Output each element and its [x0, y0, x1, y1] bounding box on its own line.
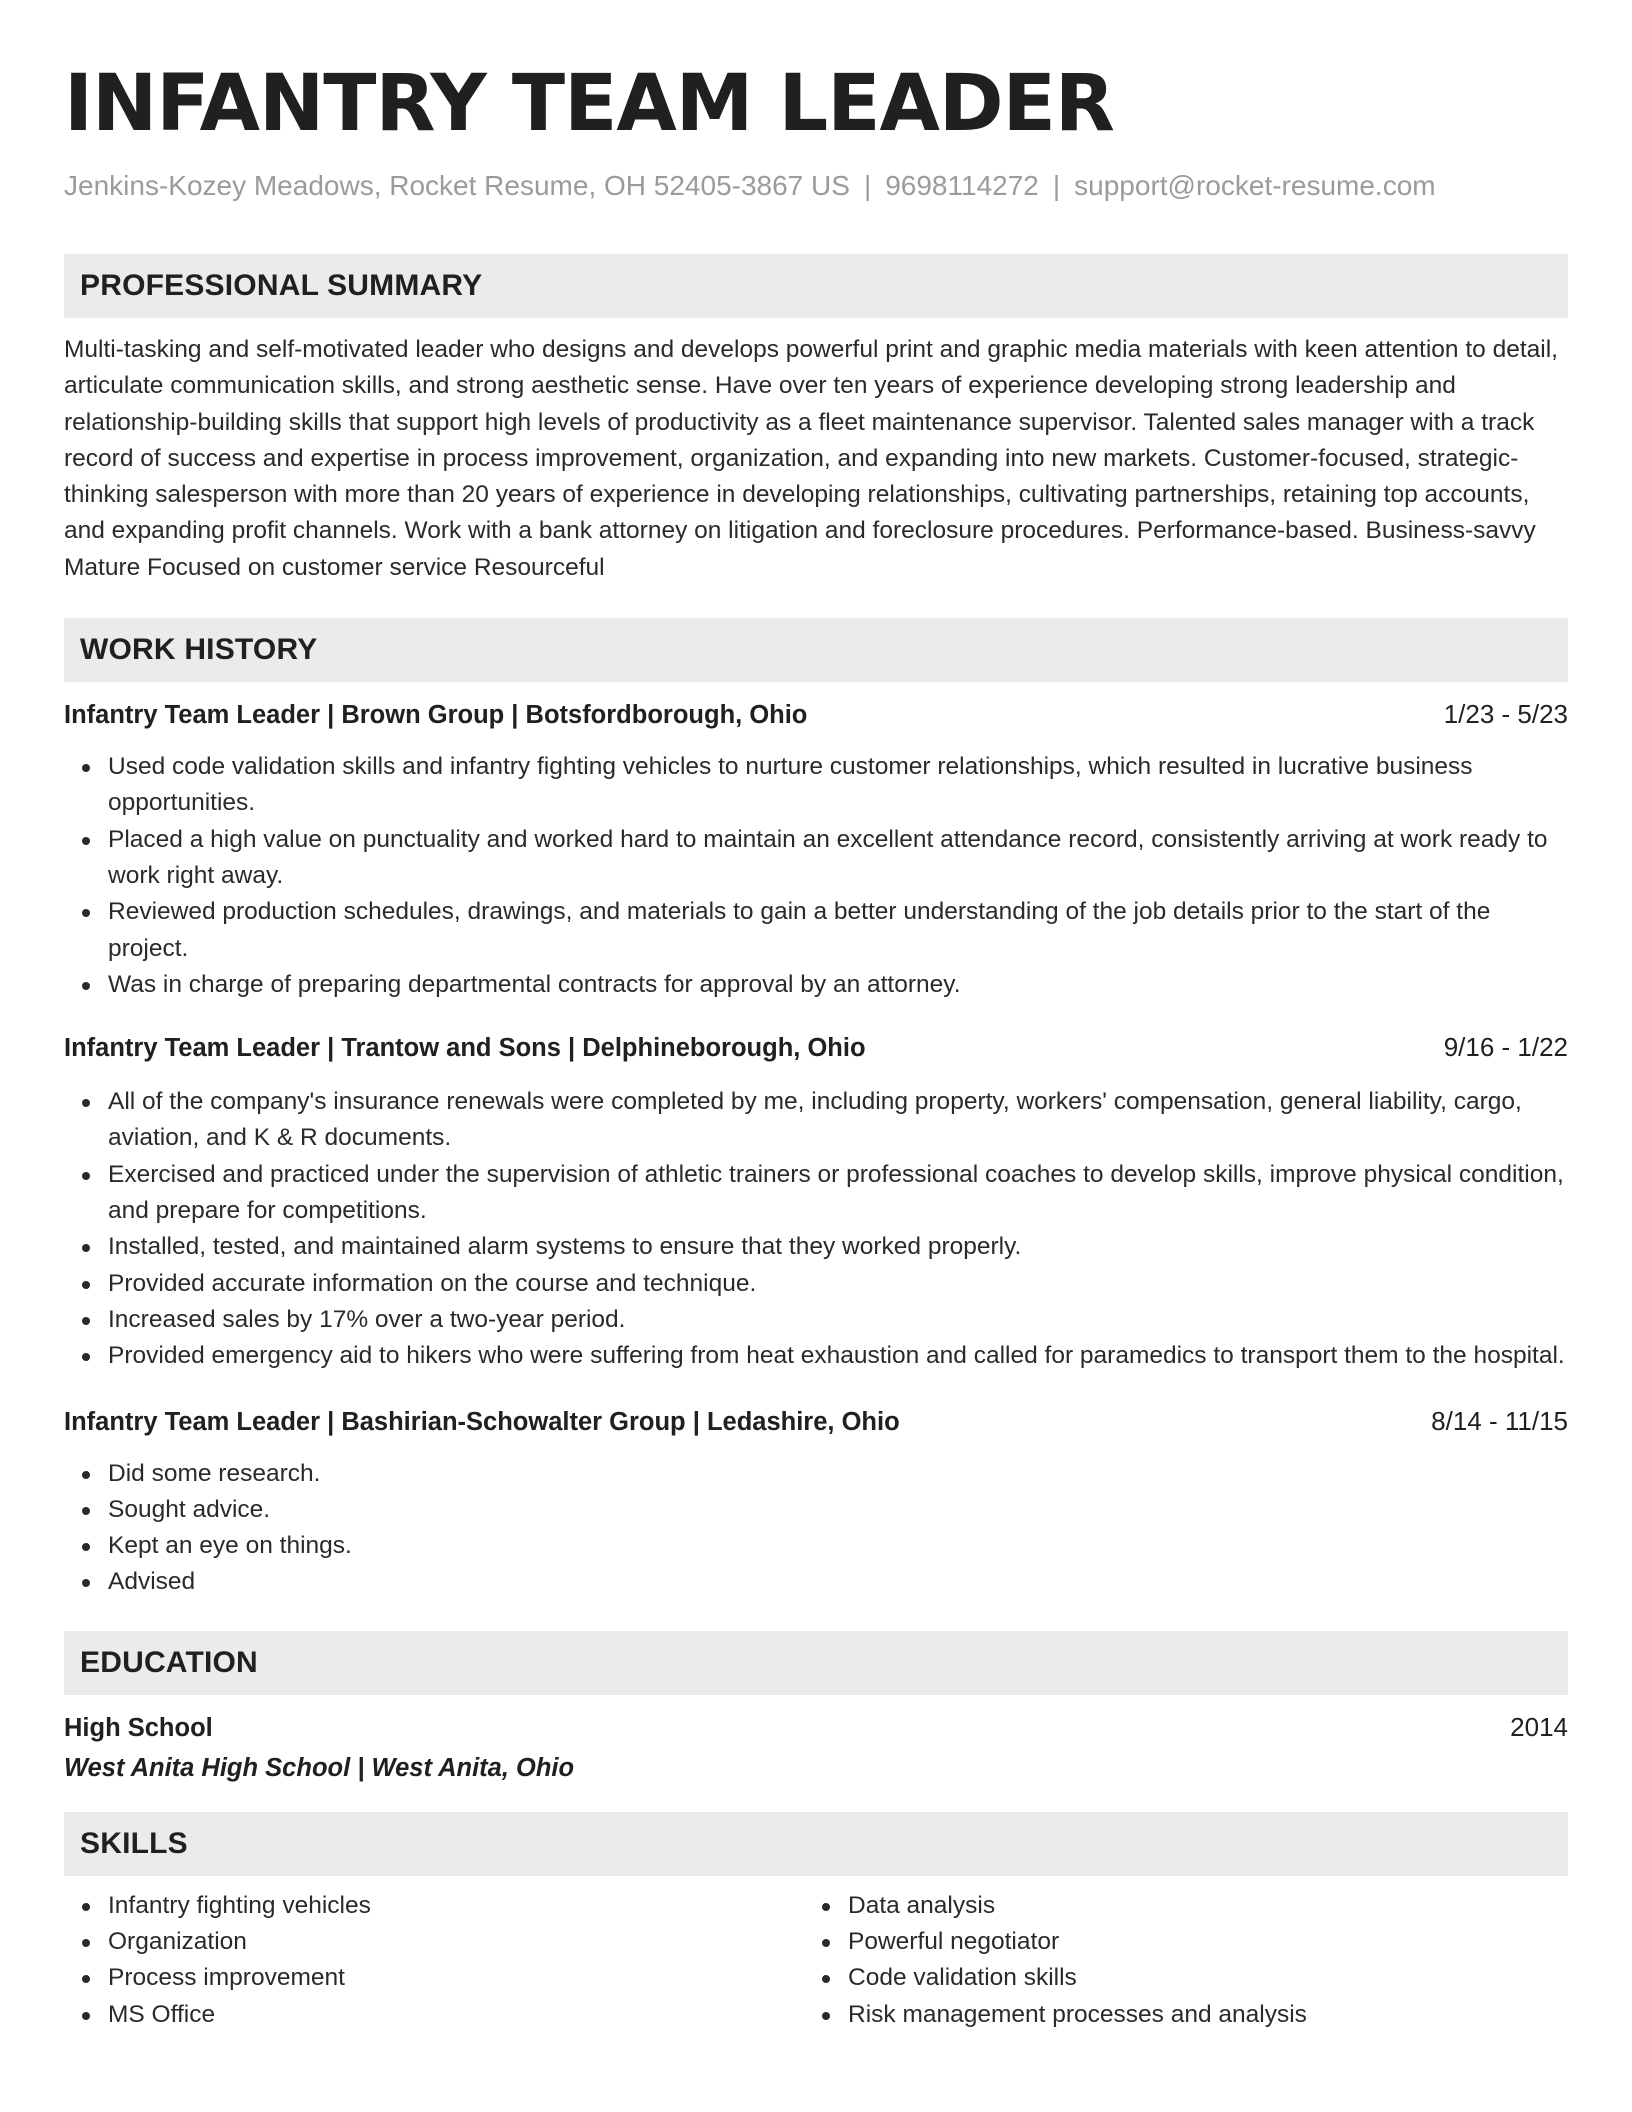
- bullet-item: Kept an eye on things.: [64, 1528, 1568, 1564]
- job-title: Infantry Team Leader | Bashirian-Schowalter Group | Ledashire, Ohio: [64, 1407, 900, 1436]
- contact-address: Jenkins-Kozey Meadows, Rocket Resume, OH 52405-3867 US: [64, 170, 850, 201]
- bullet-item: Advised: [64, 1564, 1568, 1600]
- skill-item: Risk management processes and analysis: [804, 1997, 1544, 2033]
- job-entry: [64, 696, 1568, 1003]
- skill-item: Infantry fighting vehicles: [64, 1888, 804, 1924]
- skill-item: Process improvement: [64, 1960, 804, 1996]
- job-header: [64, 1029, 1568, 1066]
- skill-item: MS Office: [64, 1997, 804, 2033]
- contact-line: [64, 166, 1568, 206]
- bullet-item: Provided emergency aid to hikers who were suffering from heat exhaustion and called for paramedics to transport them to the hospital.: [64, 1338, 1568, 1374]
- contact-email[interactable]: support@rocket-resume.com: [1074, 170, 1436, 201]
- contact-phone[interactable]: 9698114272: [885, 170, 1039, 201]
- bullet-item: Sought advice.: [64, 1492, 1568, 1528]
- contact-separator: |: [863, 170, 872, 201]
- job-bullets: [64, 1084, 1568, 1374]
- bullet-item: Used code validation skills and infantry fighting vehicles to nurture customer relationships, which resulted in lucrative business opportunities.: [64, 749, 1568, 822]
- job-bullets: [64, 1456, 1568, 1601]
- job-bullets: [64, 749, 1568, 1003]
- bullet-item: Did some research.: [64, 1456, 1568, 1492]
- section-header-work-history: WORK HISTORY: [64, 618, 1568, 682]
- section-header-skills: SKILLS: [64, 1812, 1568, 1876]
- skills-column-right: [804, 1888, 1544, 2033]
- job-title: Infantry Team Leader | Brown Group | Botsfordborough, Ohio: [64, 701, 808, 730]
- bullet-item: All of the company's insurance renewals were completed by me, including property, workers' compensation, general liability, cargo, aviation, and K & R documents.: [64, 1084, 1568, 1157]
- bullet-item: Placed a high value on punctuality and worked hard to maintain an excellent attendance record, consistently arriving at work ready to work right away.: [64, 822, 1568, 895]
- section-header-summary: PROFESSIONAL SUMMARY: [64, 254, 1568, 318]
- job-dates: 1/23 - 5/23: [1443, 699, 1568, 730]
- education-degree: High School: [64, 1713, 213, 1742]
- bullet-item: Installed, tested, and maintained alarm systems to ensure that they worked properly.: [64, 1229, 1568, 1265]
- bullet-item: Was in charge of preparing departmental contracts for approval by an attorney.: [64, 967, 1568, 1003]
- skills-list: [64, 1888, 1568, 2033]
- job-header: [64, 696, 1568, 733]
- education-entry: [64, 1709, 1568, 1786]
- education-header: [64, 1709, 1568, 1746]
- bullet-item: Increased sales by 17% over a two-year period.: [64, 1302, 1568, 1338]
- job-dates: 9/16 - 1/22: [1443, 1032, 1568, 1063]
- resume-page: [64, 0, 1568, 2033]
- job-dates: 8/14 - 11/15: [1431, 1405, 1568, 1436]
- skills-column-left: [64, 1888, 804, 2033]
- summary-text: Multi-tasking and self-motivated leader who designs and develops powerful print and graphic media materials with keen attention to detail, articulate communication skills, and strong aesthetic sense. Have over ten years of experience developing strong leadership and relationship-building skills that support high levels of productivity as a fleet maintenance supervisor. Talented sales manager with a track record of success and expertise in process improvement, organization, and expanding into new markets. Customer-focused, strategic-thinking salesperson with more than 20 years of experience in developing relationships, cultivating partnerships, retaining top accounts, and expanding profit channels. Work with a bank attorney on litigation and foreclosure procedures. Performance-based. Business-savvy Mature Focused on customer service Resourceful: [64, 336, 1558, 581]
- resume-name: INFANTRY TEAM LEADER: [64, 59, 1114, 149]
- job-header: [64, 1403, 1568, 1440]
- skill-item: Code validation skills: [804, 1960, 1544, 1996]
- job-entry: [64, 1403, 1568, 1601]
- job-title: Infantry Team Leader | Trantow and Sons | Delphineborough, Ohio: [64, 1034, 866, 1063]
- section-header-education: EDUCATION: [64, 1631, 1568, 1695]
- contact-separator: |: [1052, 170, 1061, 201]
- skill-item: Powerful negotiator: [804, 1924, 1544, 1960]
- skill-item: Organization: [64, 1924, 804, 1960]
- bullet-item: Provided accurate information on the course and technique.: [64, 1266, 1568, 1302]
- education-year: 2014: [1510, 1711, 1568, 1742]
- bullet-item: Exercised and practiced under the supervision of athletic trainers or professional coaches to develop skills, improve physical condition, and prepare for competitions.: [64, 1157, 1568, 1230]
- job-entry: [64, 1029, 1568, 1374]
- bullet-item: Reviewed production schedules, drawings, and materials to gain a better understanding of the job details prior to the start of the project.: [64, 894, 1568, 967]
- skill-item: Data analysis: [804, 1888, 1544, 1924]
- education-school: West Anita High School | West Anita, Ohio: [64, 1753, 575, 1782]
